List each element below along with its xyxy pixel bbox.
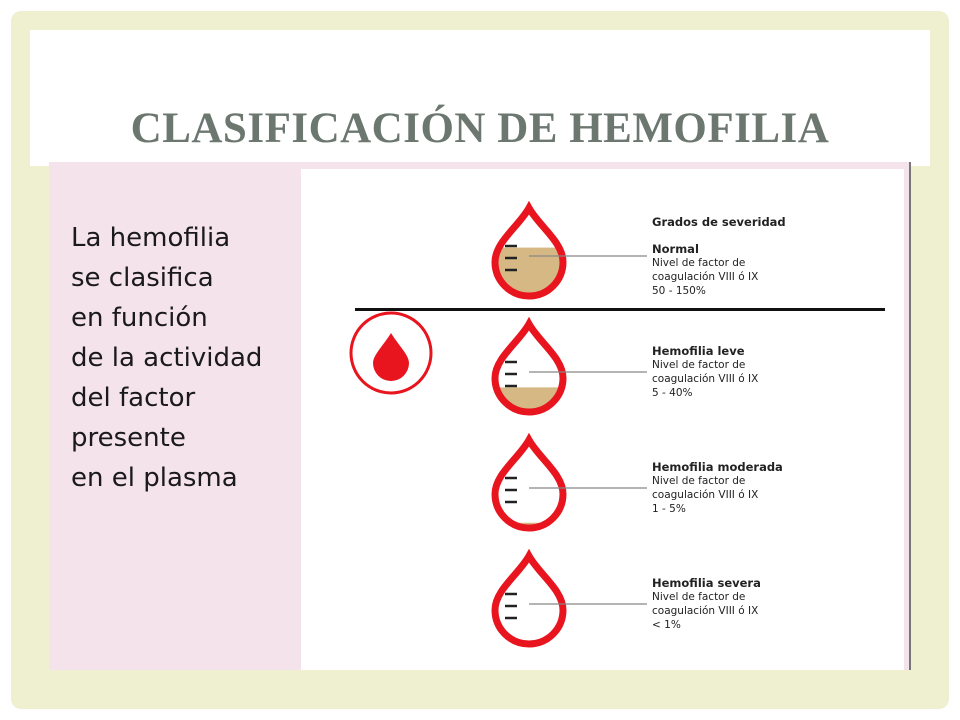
hemophilia-infographic: [49, 162, 911, 670]
blood-drop-2: [493, 440, 647, 528]
grade-desc: Nivel de factor de: [652, 475, 746, 487]
grade-severa: [652, 576, 882, 632]
blood-drop-icon: [351, 313, 431, 393]
grade-name: Hemofilia severa: [652, 576, 761, 590]
grade-range: 5 - 40%: [652, 387, 693, 399]
grade-desc: Nivel de factor de: [652, 591, 746, 603]
grade-desc: coagulación VIII ó IX: [652, 605, 759, 617]
grade-desc: coagulación VIII ó IX: [652, 271, 759, 283]
grade-range: 1 - 5%: [652, 503, 686, 515]
intro-line: de la actividad: [71, 343, 263, 373]
grade-name: Hemofilia moderada: [652, 460, 783, 474]
grade-normal: [652, 242, 882, 298]
intro-line: en el plasma: [71, 463, 238, 493]
grade-moderada: [652, 460, 882, 516]
blood-drop-3: [493, 556, 647, 644]
grade-desc: coagulación VIII ó IX: [652, 489, 759, 501]
grade-range: < 1%: [652, 619, 681, 631]
severity-heading: Grados de severidad: [652, 215, 786, 229]
intro-line: del factor: [71, 383, 196, 413]
title-box: [30, 30, 930, 166]
grade-leve: [652, 344, 882, 400]
blood-drop-1: [493, 324, 647, 412]
grade-desc: coagulación VIII ó IX: [652, 373, 759, 385]
intro-line: se clasifica: [71, 263, 214, 293]
blood-drop-0: [493, 208, 647, 296]
grade-name: Normal: [652, 242, 699, 256]
intro-line: en función: [71, 303, 208, 333]
intro-line: presente: [71, 423, 186, 453]
intro-line: La hemofilia: [71, 223, 231, 253]
grade-desc: Nivel de factor de: [652, 359, 746, 371]
grade-desc: Nivel de factor de: [652, 257, 746, 269]
grade-range: 50 - 150%: [652, 285, 706, 297]
grade-name: Hemofilia leve: [652, 344, 745, 358]
slide-title: CLASIFICACIÓN DE HEMOFILIA: [130, 105, 830, 152]
